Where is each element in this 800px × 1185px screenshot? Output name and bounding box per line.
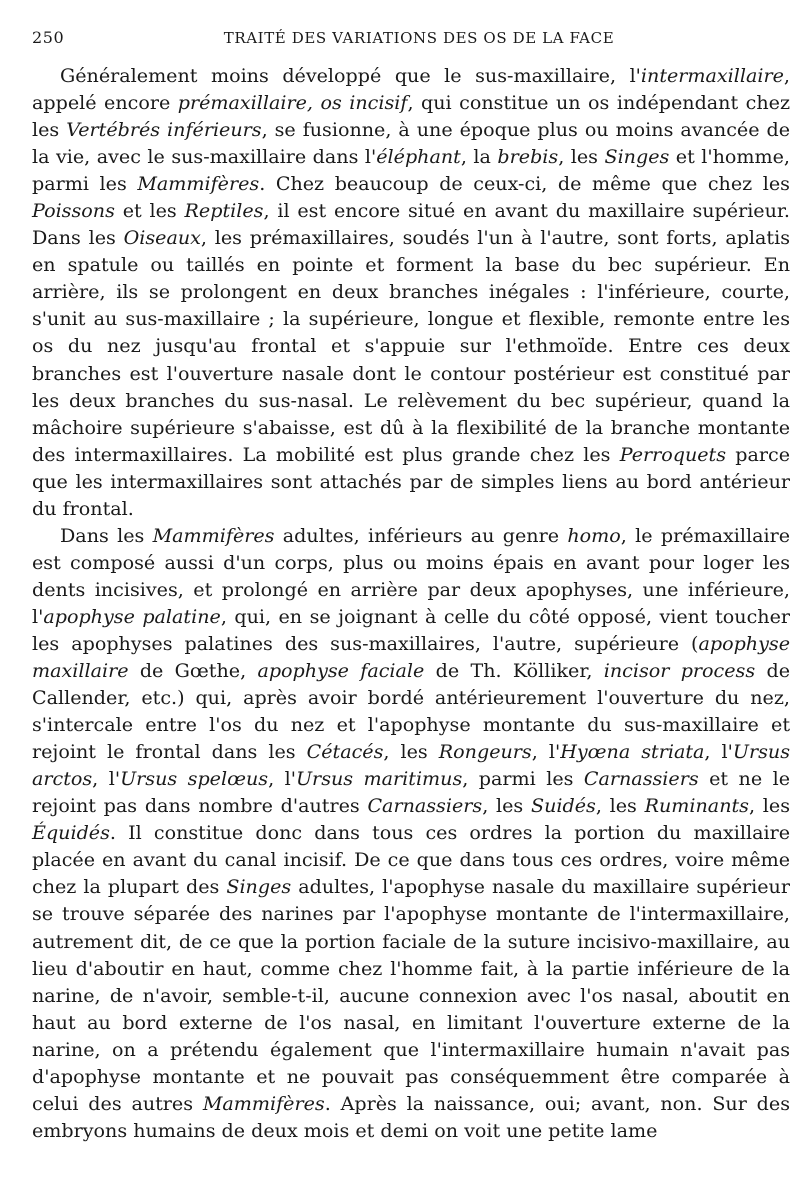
italic-term: Équidés xyxy=(32,821,110,845)
text-run: parce que les intermaxillaires sont attachés par de simples liens au bord antérieur du frontal. xyxy=(32,442,790,520)
text-run: , les xyxy=(383,740,439,764)
italic-term: intermaxillaire xyxy=(640,64,784,87)
text-run: , se fusionne, à une époque plus ou moins avancée de la vie, avec le sus-maxillaire dans l' xyxy=(32,118,790,169)
text-run: , qui constitue un os indépendant chez les xyxy=(32,91,791,142)
running-title: TRAITÉ DES VARIATIONS DES OS DE LA FACE xyxy=(223,29,615,47)
text-run: de Callender, etc.) qui, après avoir bordé antérieurement l'ouverture du nez, s'intercale entre l'os du nez et l'apophyse montante du sus-maxillaire et rejoint le frontal dans les xyxy=(32,659,790,764)
text-run: Dans les xyxy=(60,523,153,547)
italic-term: Mammifères xyxy=(137,172,260,196)
body-text xyxy=(32,62,790,1144)
italic-term: Rongeurs xyxy=(438,740,532,764)
text-run: , les xyxy=(748,794,791,818)
italic-term: Reptiles xyxy=(184,199,264,223)
italic-term: éléphant xyxy=(376,145,461,169)
text-run: , l' xyxy=(92,767,121,791)
text-run: , parmi les xyxy=(462,767,584,791)
italic-term: Carnassiers xyxy=(583,767,699,791)
italic-term: Poissons xyxy=(32,199,115,223)
text-run: de Gœthe, xyxy=(128,659,258,683)
paragraph xyxy=(32,522,790,1144)
italic-term: Suidés xyxy=(531,794,596,818)
text-run: adultes, inférieurs au genre xyxy=(274,523,568,547)
text-run: et les xyxy=(114,199,185,223)
page-header xyxy=(32,28,776,52)
text-run: , le prémaxillaire est composé aussi d'un corps, plus ou moins épais en avant pour loger les dents incisives, et prolongé en arrière par deux apophyses, une inférieure, l' xyxy=(32,523,790,628)
italic-term: Ursus spelœus xyxy=(120,767,269,791)
text-run: , les xyxy=(595,794,645,818)
italic-term: Oiseaux xyxy=(123,226,201,250)
text-run: , les xyxy=(558,145,605,169)
text-run: . Chez beaucoup de ceux-ci, de même que chez les xyxy=(259,172,790,196)
italic-term: brebis xyxy=(497,145,559,169)
italic-term: Hyœna striata xyxy=(560,740,705,764)
text-run: adultes, l'apophyse nasale du maxillaire supérieur se trouve séparée des narines par l'apophyse montante de l'intermaxillaire, autrement dit, de ce que la portion faciale de la suture incisivo-maxillaire, au lieu d'aboutir en haut, comme chez l'homme fait, à la partie inférieure de la narine, de n'avoir, semble-t-il, aucune connexion avec l'os nasal, aboutit en haut au bord externe de l'os nasal, en limitant l'ouverture externe de la narine, on a prétendu également que l'intermaxillaire humain n'avait pas d'apophyse montante et ne pouvait pas conséquemment être comparée à celui des autres xyxy=(32,875,790,1115)
italic-term: Ruminants xyxy=(644,794,749,818)
text-run: , il est encore situé en avant du maxillaire supérieur. Dans les xyxy=(32,199,791,250)
text-run: , les prémaxillaires, soudés l'un à l'autre, sont forts, aplatis en spatule ou taillés en pointe et forment la base du bec supérieur. En arrière, ils se prolongent en deux branches inégales : l'inférieure, courte, s'unit au sus-maxillaire ; la supérieure, longue et flexible, remonte entre les os du nez jusqu'au frontal et s'appuie sur l'ethmoïde. Entre ces deux branches est l'ouverture nasale dont le contour postérieur est constitué par les deux branches du sus-nasal. Le relèvement du bec supérieur, quand la mâchoire supérieure s'abaisse, est dû à la flexibilité de la branche montante des intermaxillaires. La mobilité est plus grande chez les xyxy=(32,226,790,466)
italic-term: apophyse maxillaire xyxy=(32,631,790,683)
text-run: et ne le rejoint pas dans nombre d'autres xyxy=(32,767,791,818)
italic-term: prémaxillaire, os incisif xyxy=(177,91,408,115)
italic-term: apophyse palatine xyxy=(43,604,221,628)
italic-term: Ursus maritimus xyxy=(295,767,463,791)
italic-term: Mammifères xyxy=(152,523,275,547)
page-number: 250 xyxy=(32,28,65,47)
italic-term: Singes xyxy=(604,145,670,169)
italic-term: incisor process xyxy=(603,659,756,683)
paragraph xyxy=(32,62,790,522)
text-run: . Après la naissance, oui; avant, non. Sur des embryons humains de deux mois et demi on voit une petite lame xyxy=(32,1091,790,1142)
text-run: , les xyxy=(482,794,531,818)
italic-term: Cétacés xyxy=(306,740,384,764)
italic-term: Mammifères xyxy=(202,1091,325,1115)
text-run: , qui, en se joignant à celle du côté opposé, vient toucher les apophyses palatines des sus-maxillaires, l'autre, supérieure ( xyxy=(32,604,790,655)
text-run: Généralement moins développé que le sus-maxillaire, l' xyxy=(60,64,641,87)
italic-term: Ursus arctos xyxy=(32,740,791,791)
text-run: , l' xyxy=(704,740,733,764)
italic-term: Perroquets xyxy=(619,442,727,466)
text-run: . Il constitue donc dans tous ces ordres la portion du maxillaire placée en avant du canal incisif. De ce que dans tous ces ordres, voire même chez la plupart des xyxy=(32,821,790,899)
text-run: , appelé encore xyxy=(32,64,790,115)
italic-term: Vertébrés inférieurs xyxy=(66,118,262,142)
text-run: , la xyxy=(460,145,498,169)
italic-term: homo xyxy=(567,523,621,547)
text-run: , l' xyxy=(268,767,296,791)
italic-term: apophyse faciale xyxy=(257,659,425,683)
italic-term: Carnassiers xyxy=(367,794,483,818)
text-run: et l'homme, parmi les xyxy=(32,145,791,196)
text-run: de Th. Kölliker, xyxy=(424,659,604,683)
italic-term: Singes xyxy=(226,875,292,899)
text-run: , l' xyxy=(531,740,561,764)
